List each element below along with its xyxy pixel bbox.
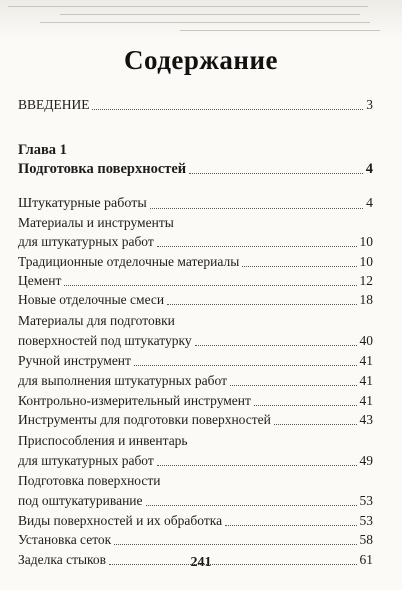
- dot-leader: [150, 208, 363, 209]
- toc-entry-title: Материалы для подготовки: [18, 313, 175, 328]
- toc-entry: [18, 431, 373, 451]
- toc-entry-title: Виды поверхностей и их обработка: [18, 513, 223, 528]
- toc-entry-title: Приспособления и инвентарь: [18, 433, 188, 448]
- toc-entry-title: ВВЕДЕНИЕ: [18, 97, 90, 112]
- dot-leader: [225, 525, 356, 526]
- dot-leader: [92, 109, 363, 110]
- dot-leader: [157, 465, 357, 466]
- toc-entry-title: Традиционные отделочные материалы: [18, 254, 240, 269]
- toc-entry-page: 41: [359, 353, 373, 368]
- dot-leader: [242, 266, 356, 267]
- toc-entry: [18, 331, 373, 351]
- dot-leader: [114, 544, 356, 545]
- toc-entry-title: Установка сеток: [18, 532, 112, 547]
- toc-entry: [18, 311, 373, 331]
- dot-leader: [146, 505, 357, 506]
- dot-leader: [157, 246, 357, 247]
- dot-leader: [189, 173, 363, 174]
- dot-leader: [64, 285, 356, 286]
- toc-entry-title: Штукатурные работы: [18, 196, 147, 211]
- toc-entry-page: 40: [359, 333, 373, 348]
- toc-entry: [18, 351, 373, 371]
- toc-entry-title: Контрольно-измерительный инструмент: [18, 393, 251, 408]
- toc-entry: [18, 194, 373, 214]
- toc-entry-title: Материалы и инструменты: [18, 215, 174, 230]
- toc-entry: [18, 451, 373, 471]
- toc-entry-page: 49: [359, 453, 373, 468]
- toc-entry-title: Глава 1: [18, 142, 67, 158]
- toc-entry-page: 41: [359, 373, 373, 388]
- toc-entry: [18, 140, 373, 160]
- page-title: Содержание: [123, 45, 279, 75]
- toc-entry-title: для штукатурных работ: [18, 234, 154, 249]
- toc-entry: [18, 271, 373, 291]
- toc-entry-page: 3: [366, 97, 373, 112]
- dot-leader: [274, 424, 357, 425]
- dot-leader: [230, 385, 356, 386]
- toc-entry-page: 4: [365, 161, 373, 177]
- toc-entry-title: поверхностей под штукатурку: [18, 333, 192, 348]
- toc-entry: [18, 530, 373, 550]
- toc-entry-page: 4: [366, 196, 373, 211]
- toc-entry-title: Новые отделочные смеси: [18, 292, 165, 307]
- toc-entry-page: 61: [359, 552, 373, 567]
- toc-entry-title: Цемент: [18, 273, 62, 288]
- toc-entry: [18, 471, 373, 491]
- toc-entry-title: для штукатурных работ: [18, 453, 154, 468]
- toc-entry: [18, 491, 373, 511]
- toc-entry-title: Заделка стыков: [18, 552, 107, 567]
- toc-entry-page: 10: [359, 254, 373, 269]
- toc-entry: [18, 290, 373, 310]
- toc-entry-title: Подготовка поверхностей: [18, 161, 187, 177]
- toc-entry: [18, 391, 373, 411]
- toc-entry-page: 10: [359, 234, 373, 249]
- toc-entry-page: 18: [359, 292, 373, 307]
- toc-entry-title: Ручной инструмент: [18, 353, 131, 368]
- toc-entry: [18, 410, 373, 430]
- dot-leader: [195, 345, 357, 346]
- toc-entry-title: Инструменты для подготовки поверхностей: [18, 412, 271, 427]
- toc-entry-page: 53: [359, 513, 373, 528]
- toc-entry-title: Подготовка поверхности: [18, 473, 161, 488]
- toc-entry: [18, 371, 373, 391]
- bleed-through-text: [0, 0, 402, 40]
- toc-entry-page: 12: [359, 273, 373, 288]
- toc-entry-title: под оштукатуривание: [18, 493, 143, 508]
- toc-entry: [18, 159, 373, 179]
- dot-leader: [167, 304, 356, 305]
- toc-entry-page: 41: [359, 393, 373, 408]
- page-number: 241: [190, 555, 212, 570]
- toc-entry-title: для выполнения штукатурных работ: [18, 373, 228, 388]
- toc-entry: [18, 511, 373, 531]
- dot-leader: [254, 405, 357, 406]
- toc-entry: [18, 213, 373, 233]
- toc-entry: [18, 252, 373, 272]
- toc-entry-page: 58: [359, 532, 373, 547]
- toc-entry: [18, 232, 373, 252]
- toc-entry: [18, 95, 373, 115]
- toc-entry-page: 43: [359, 412, 373, 427]
- dot-leader: [134, 365, 357, 366]
- toc-entry-page: 53: [359, 493, 373, 508]
